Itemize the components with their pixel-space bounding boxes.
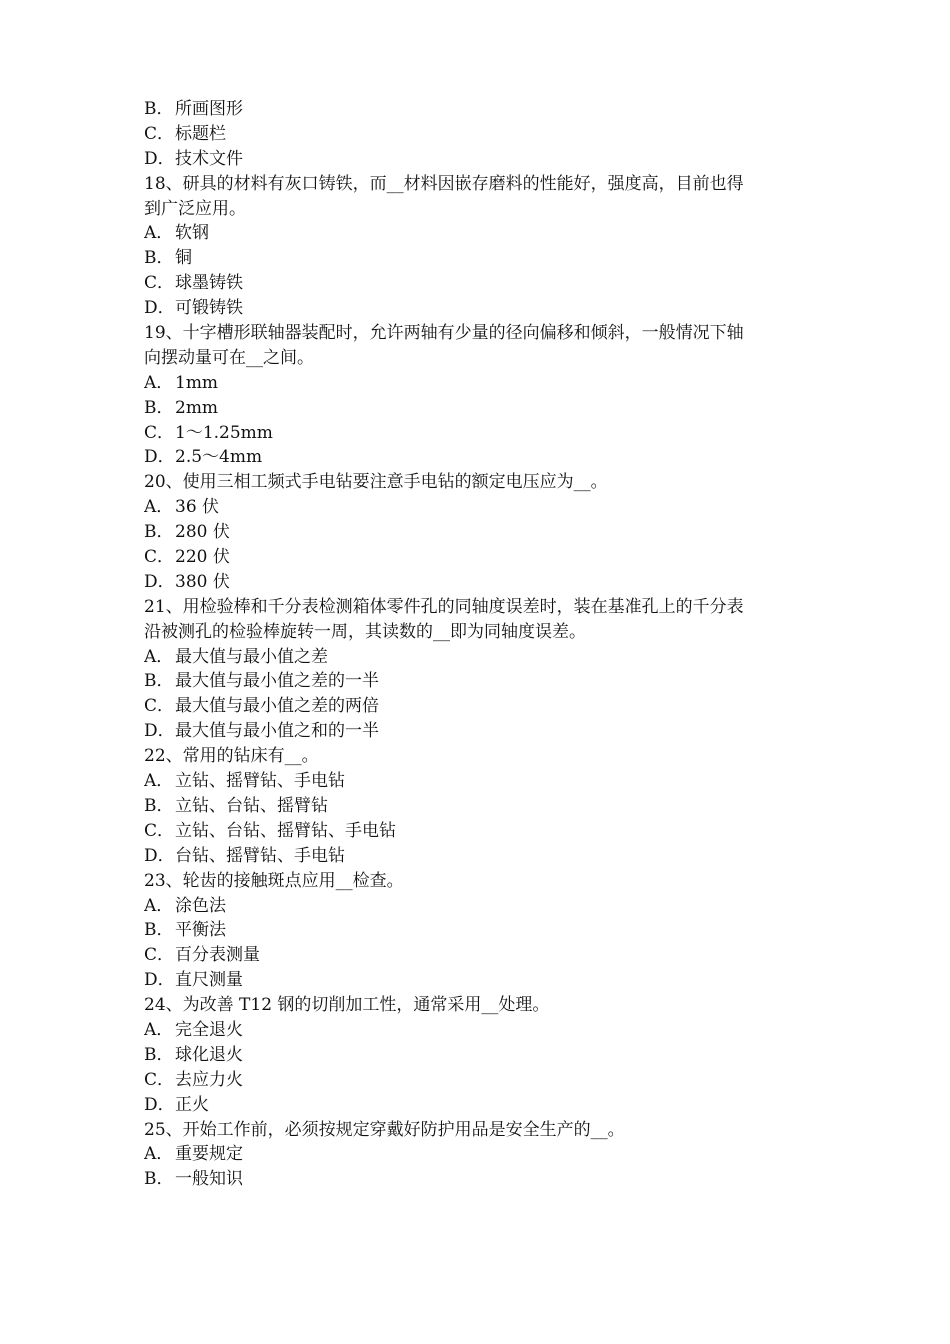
option-label: D．: [144, 148, 175, 169]
option-label: C．: [144, 123, 175, 144]
option-line: [144, 246, 816, 271]
line-text: 百分表测量: [175, 945, 260, 966]
option-line: [144, 221, 816, 246]
option-line: [144, 1167, 816, 1192]
question-line: [144, 595, 816, 620]
line-text: 涂色法: [175, 895, 226, 916]
line-text: 22、常用的钻床有__。: [144, 746, 319, 767]
question-line: [144, 172, 816, 197]
option-label: B．: [144, 1044, 174, 1065]
line-text: 球化退火: [175, 1044, 243, 1065]
option-line: [144, 1068, 816, 1093]
option-label: B．: [144, 522, 174, 543]
line-text: 1mm: [175, 372, 219, 393]
line-text: 重要规定: [175, 1144, 243, 1165]
question-line: [144, 321, 816, 346]
option-label: D．: [144, 970, 175, 991]
option-line: [144, 421, 816, 446]
line-text: 台钻、摇臂钻、手电钻: [175, 845, 345, 866]
line-text: 2.5～4mm: [175, 447, 263, 468]
option-line: [144, 1093, 816, 1118]
line-text: 2mm: [175, 397, 219, 418]
option-line: [144, 819, 816, 844]
option-line: [144, 769, 816, 794]
option-label: A．: [144, 497, 174, 518]
line-text: 所画图形: [175, 99, 243, 119]
line-text: 平衡法: [175, 920, 226, 941]
option-label: C．: [144, 1069, 175, 1090]
line-text: 19、十字槽形联轴器装配时，允许两轴有少量的径向偏移和倾斜，一般情况下轴: [144, 323, 744, 344]
option-line: [144, 669, 816, 694]
option-label: C．: [144, 422, 175, 443]
line-text: 铜: [175, 248, 192, 269]
option-line: [144, 570, 816, 595]
option-line: [144, 97, 816, 122]
question-line: [144, 620, 816, 645]
option-line: [144, 719, 816, 744]
option-label: D．: [144, 447, 175, 468]
line-text: 最大值与最小值之差的一半: [175, 671, 379, 692]
option-label: A．: [144, 895, 174, 916]
option-line: [144, 1142, 816, 1167]
option-label: D．: [144, 845, 175, 866]
line-text: 最大值与最小值之差: [175, 646, 328, 667]
option-line: [144, 645, 816, 670]
option-line: [144, 445, 816, 470]
line-text: 到广泛应用。: [144, 198, 246, 219]
option-label: A．: [144, 223, 174, 244]
line-text: 280 伏: [175, 522, 230, 543]
line-text: 立钻、台钻、摇臂钻、手电钻: [175, 820, 396, 841]
option-line: [144, 968, 816, 993]
line-text: 球墨铸铁: [175, 273, 243, 294]
line-text: 向摆动量可在__之间。: [144, 347, 314, 368]
line-text: 沿被测孔的检验棒旋转一周，其读数的__即为同轴度误差。: [144, 621, 586, 642]
option-label: D．: [144, 298, 175, 319]
option-label: B．: [144, 920, 174, 941]
option-line: [144, 844, 816, 869]
option-label: B．: [144, 99, 174, 119]
option-line: [144, 794, 816, 819]
line-text: 去应力火: [175, 1069, 243, 1090]
question-line: [144, 993, 816, 1018]
line-text: 最大值与最小值之差的两倍: [175, 696, 379, 717]
option-label: B．: [144, 671, 174, 692]
line-text: 完全退火: [175, 1019, 243, 1040]
line-text: 23、轮齿的接触斑点应用__检查。: [144, 870, 404, 891]
line-text: 技术文件: [175, 148, 243, 169]
line-text: 220 伏: [175, 547, 230, 568]
option-line: [144, 396, 816, 421]
line-text: 可锻铸铁: [175, 298, 243, 319]
option-line: [144, 371, 816, 396]
option-label: B．: [144, 248, 174, 269]
option-label: A．: [144, 771, 174, 792]
option-label: A．: [144, 1144, 174, 1165]
line-text: 24、为改善 T12 钢的切削加工性，通常采用__处理。: [144, 995, 550, 1016]
option-line: [144, 122, 816, 147]
option-label: D．: [144, 1094, 175, 1115]
option-label: D．: [144, 721, 175, 742]
option-label: C．: [144, 820, 175, 841]
option-line: [144, 271, 816, 296]
line-text: 直尺测量: [175, 970, 243, 991]
line-text: 36 伏: [175, 497, 220, 518]
line-text: 软钢: [175, 223, 209, 244]
option-line: [144, 894, 816, 919]
option-line: [144, 694, 816, 719]
line-text: 最大值与最小值之和的一半: [175, 721, 379, 742]
option-label: A．: [144, 372, 174, 393]
line-text: 立钻、摇臂钻、手电钻: [175, 771, 345, 792]
line-text: 380 伏: [175, 571, 230, 592]
option-label: A．: [144, 646, 174, 667]
line-text: 一般知识: [175, 1169, 243, 1190]
line-text: 1～1.25mm: [175, 422, 273, 443]
option-label: C．: [144, 547, 175, 568]
option-line: [144, 520, 816, 545]
option-label: B．: [144, 795, 174, 816]
option-label: B．: [144, 1169, 174, 1190]
option-label: B．: [144, 397, 174, 418]
line-text: 21、用检验棒和千分表检测箱体零件孔的同轴度误差时，装在基准孔上的千分表: [144, 596, 744, 617]
question-line: [144, 197, 816, 222]
option-line: [144, 943, 816, 968]
question-line: [144, 744, 816, 769]
option-line: [144, 545, 816, 570]
option-line: [144, 495, 816, 520]
option-line: [144, 1043, 816, 1068]
question-line: [144, 470, 816, 495]
option-label: D．: [144, 571, 175, 592]
option-label: C．: [144, 945, 175, 966]
line-text: 正火: [175, 1094, 209, 1115]
line-text: 25、开始工作前，必须按规定穿戴好防护用品是安全生产的__。: [144, 1119, 625, 1140]
option-line: [144, 918, 816, 943]
line-text: 20、使用三相工频式手电钻要注意手电钻的额定电压应为__。: [144, 472, 608, 493]
option-line: [144, 147, 816, 172]
question-line: [144, 1118, 816, 1143]
option-line: [144, 1018, 816, 1043]
line-text: 标题栏: [175, 123, 226, 144]
question-line: [144, 346, 816, 371]
line-text: 立钻、台钻、摇臂钻: [175, 795, 328, 816]
option-line: [144, 296, 816, 321]
document-body: [144, 97, 816, 1192]
line-text: 18、研具的材料有灰口铸铁，而__材料因嵌存磨料的性能好，强度高，目前也得: [144, 173, 744, 194]
option-label: A．: [144, 1019, 174, 1040]
question-line: [144, 869, 816, 894]
option-label: C．: [144, 696, 175, 717]
option-label: C．: [144, 273, 175, 294]
